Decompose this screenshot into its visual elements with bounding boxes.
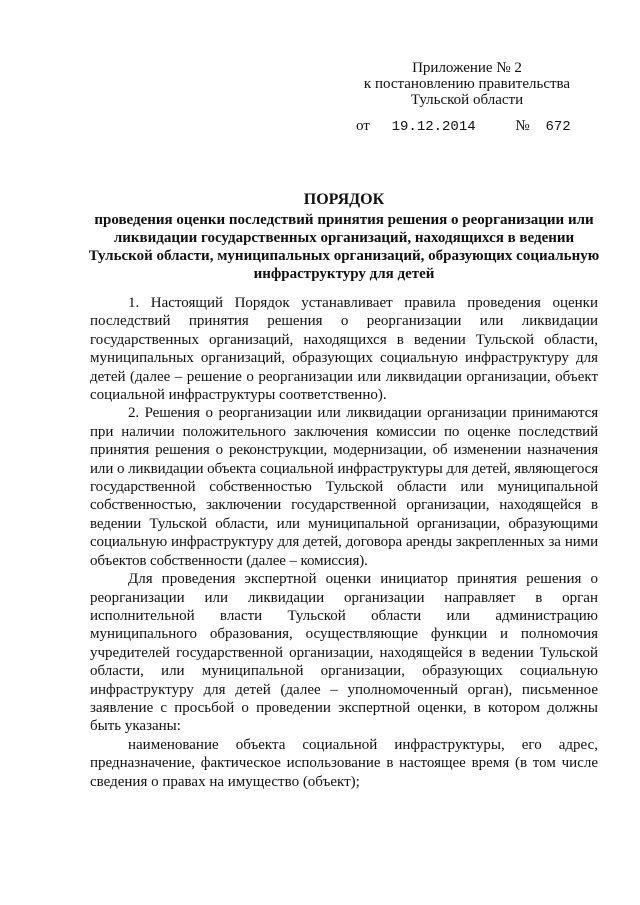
document-body [90,294,598,791]
appendix-region: Тульской области [410,92,524,108]
decree-date: 19.12.2014 [391,119,476,135]
paragraph-3: Для проведения экспертной оценки инициатор принятия решения о реорганизации или ликвидации организации направляет в орган исполнительной власти Тульской области или администрацию муниципального образования, осуществляющие функции и полномочия учредителей государственной организации, находящейся в ведении Тульской области, или муниципальной организации, образующих социальную инфраструктуру для детей (далее – уполномоченный орган), письменное заявление с просьбой о проведении экспертной оценки, в котором должны быть указаны: [90,571,598,735]
decree-number-label: № [515,118,530,134]
decree-number: 672 [545,119,571,135]
paragraph-1: 1. Настоящий Порядок устанавливает правила проведения оценки последствий принятия решения о реорганизации или ликвидации государственных организаций, находящихся в ведении Тульской области, муниципальных организаций, образующих социальную инфраструктуру для детей (далее – решение о реорганизации или ликвидации организации, объект социальной инфраструктуры соответственно). [90,295,598,404]
decree-dateline [356,118,571,135]
document-subtitle: проведения оценки последствий принятия решения о реорганизации или ликвидации государственных организаций, находящихся в ведении Тульской области, муниципальных организаций, образующих социальную инфраструктуру для детей [88,212,600,282]
paragraph-2: 2. Решения о реорганизации или ликвидации организации принимаются при наличии положительного заключения комиссии по оценке последствий принятия решения о реконструкции, модернизации, об изменении назначения или о ликвидации объекта социальной инфраструктуры для детей, являющегося государственной собственностью Тульской области или муниципальной собственностью, заключении государственной организации, находящейся в ведении Тульской области, или муниципальной организации, образующими социальную инфраструктуру для детей, договора аренды закрепленных за ними объектов собственности (далее – комиссия). [90,405,598,569]
appendix-header [352,60,582,108]
document-title: ПОРЯДОК [303,191,385,208]
appendix-number: Приложение № 2 [412,60,522,76]
paragraph-4: наименование объекта социальной инфраструктуры, его адрес, предназначение, фактическое использование в настоящее время (в том числе сведения о правах на имущество (объект); [90,736,598,790]
document-heading [88,189,600,283]
appendix-reference: к постановлению правительства [363,76,571,92]
decree-from-label: от [356,118,370,134]
